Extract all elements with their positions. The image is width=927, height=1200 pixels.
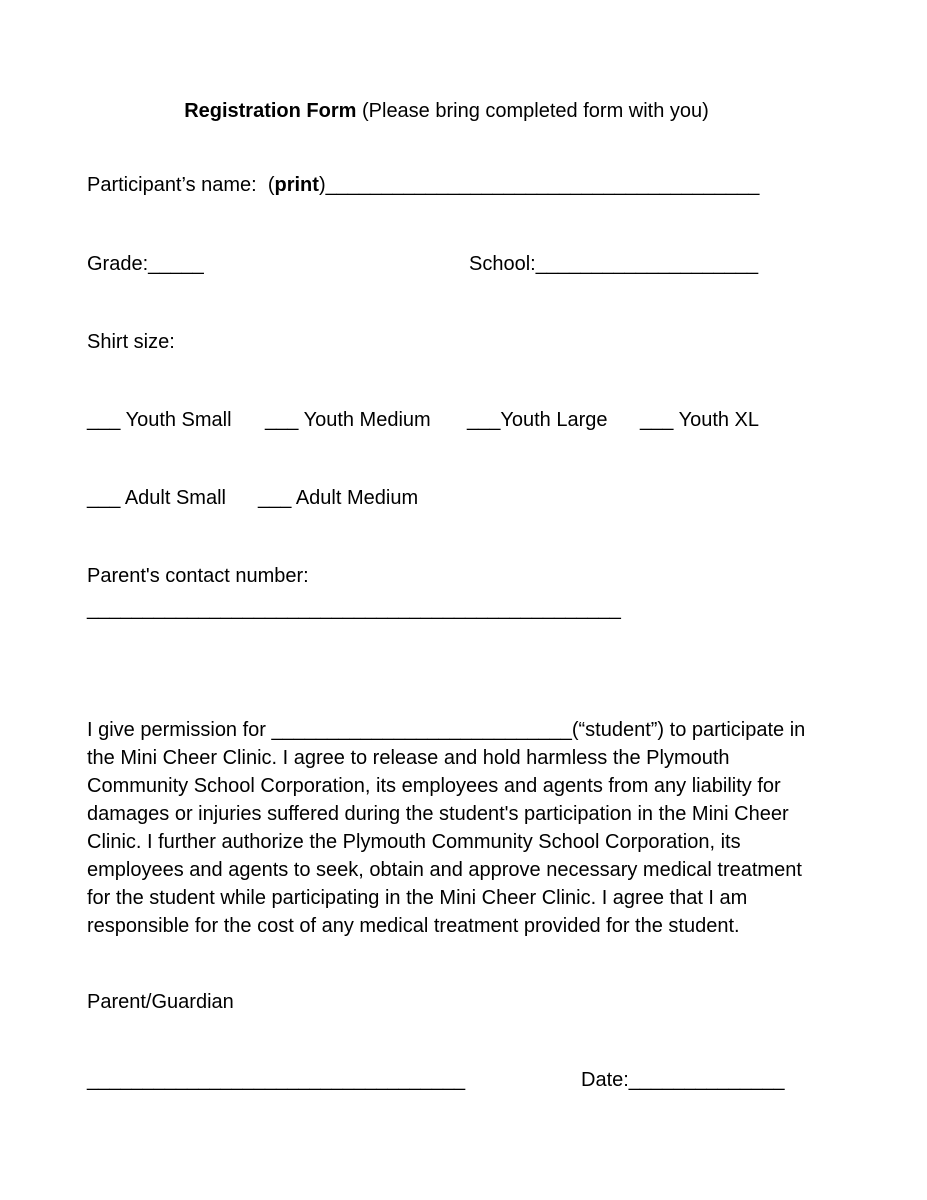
permission-line[interactable]: I give permission for ___________________________(“student”) to participate in <box>87 719 806 741</box>
form-title-main: Registration Form <box>184 100 357 122</box>
permission-line: for the student while participating in the Mini Cheer Clinic. I agree that I am <box>87 887 748 909</box>
date-field[interactable]: Date:______________ <box>581 1069 785 1091</box>
contact-number-blank[interactable]: ________________________________________________ <box>87 598 621 620</box>
permission-line: Clinic. I further authorize the Plymouth Community School Corporation, its <box>87 831 741 853</box>
participant-name-label: Participant’s name: ( <box>87 174 275 196</box>
option-youth-large[interactable]: ___Youth Large <box>467 409 608 431</box>
permission-line: responsible for the cost of any medical treatment provided for the student. <box>87 915 740 937</box>
signature-blank[interactable]: __________________________________ <box>87 1069 466 1091</box>
permission-line: employees and agents to seek, obtain and approve necessary medical treatment <box>87 859 802 881</box>
shirt-size-label: Shirt size: <box>87 331 175 353</box>
school-field[interactable]: School:____________________ <box>469 253 759 275</box>
option-youth-medium[interactable]: ___ Youth Medium <box>265 409 431 431</box>
option-adult-medium[interactable]: ___ Adult Medium <box>258 487 419 509</box>
parent-guardian-label: Parent/Guardian <box>87 991 234 1013</box>
permission-line: Community School Corporation, its employees and agents from any liability for <box>87 775 781 797</box>
permission-paragraph <box>87 716 847 940</box>
participant-name-blank[interactable]: )_______________________________________ <box>318 174 760 196</box>
participant-print-label: print <box>274 174 319 196</box>
form-title-note: (Please bring completed form with you) <box>356 100 709 122</box>
participant-name-field[interactable] <box>87 173 759 197</box>
option-youth-xl[interactable]: ___ Youth XL <box>640 409 760 431</box>
option-youth-small[interactable]: ___ Youth Small <box>87 409 232 431</box>
contact-number-label: Parent's contact number: <box>87 565 309 587</box>
grade-field[interactable]: Grade:_____ <box>87 253 204 275</box>
option-adult-small[interactable]: ___ Adult Small <box>87 487 226 509</box>
form-title <box>0 99 893 123</box>
permission-line: damages or injuries suffered during the student's participation in the Mini Cheer <box>87 803 789 825</box>
permission-line: the Mini Cheer Clinic. I agree to release and hold harmless the Plymouth <box>87 747 730 769</box>
